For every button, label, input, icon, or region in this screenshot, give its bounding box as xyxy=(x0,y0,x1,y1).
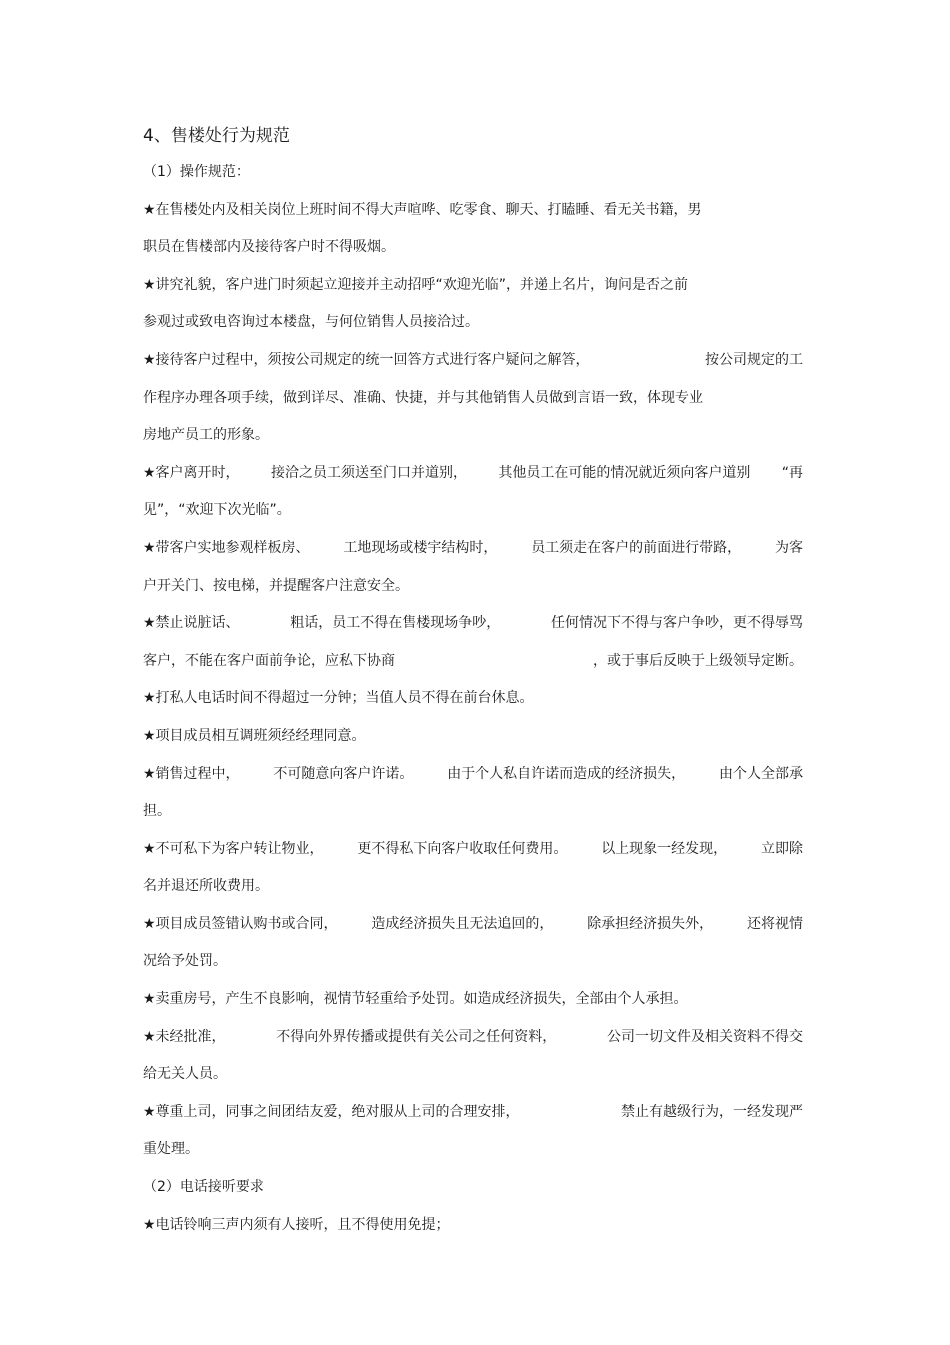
rule-line xyxy=(143,192,808,230)
rule-line xyxy=(143,981,808,1019)
rule-text: ★电话铃响三声内须有人接听，且不得使用免提； xyxy=(143,1216,450,1233)
rule-text: 立即除 xyxy=(761,840,803,857)
rule-text: “再 xyxy=(781,464,803,481)
rule-line xyxy=(143,492,808,530)
rule-line xyxy=(143,605,803,643)
rule-line xyxy=(143,342,803,380)
rule-item xyxy=(143,1207,808,1245)
rule-text: 以上现象一经发现， xyxy=(601,840,728,857)
rule-line xyxy=(143,643,803,681)
rule-text: ★带客户实地参观样板房、 xyxy=(143,539,310,556)
rule-text: 其他员工在可能的情况就近须向客户道别 xyxy=(498,464,751,481)
rule-text: ★销售过程中， xyxy=(143,765,240,782)
rule-line xyxy=(143,943,808,981)
rule-line xyxy=(143,1019,803,1057)
rule-text: 粗话，员工不得在售楼现场争吵， xyxy=(290,615,501,632)
rule-text: ★不可私下为客户转让物业， xyxy=(143,840,324,857)
rule-item xyxy=(143,680,808,718)
rule-text: ★打私人电话时间不得超过一分钟；当值人员不得在前台休息。 xyxy=(143,690,534,707)
rule-text: 接洽之员工须送至门口并道别， xyxy=(270,464,467,481)
rule-text: 房地产员工的形象。 xyxy=(143,427,269,444)
rule-text: ★在售楼处内及相关岗位上班时间不得大声喧哗、吃零食、聊天、打瞌睡、看无关书籍，男 xyxy=(143,201,702,218)
rule-line xyxy=(143,831,803,869)
phone-rules-list xyxy=(143,1207,808,1245)
rule-line xyxy=(143,680,808,718)
rule-line xyxy=(143,1094,803,1132)
rule-text: 更不得私下向客户收取任何费用。 xyxy=(357,840,568,857)
rule-line xyxy=(143,718,808,756)
rule-line xyxy=(143,906,803,944)
rule-text: ★项目成员相互调班须经经理同意。 xyxy=(143,727,366,744)
subsection-title-phone-rules: （2）电话接听要求 xyxy=(143,1179,264,1196)
rule-text: ★接待客户过程中，须按公司规定的统一回答方式进行客户疑问之解答， xyxy=(143,351,590,368)
rule-item xyxy=(143,192,808,267)
rule-text: 员工须走在客户的前面进行带路， xyxy=(531,539,742,556)
section-heading: 4、售楼处行为规范 xyxy=(143,126,290,146)
rule-text: 重处理。 xyxy=(143,1141,199,1158)
document-content xyxy=(143,118,808,1244)
rule-text: 给无关人员。 xyxy=(143,1066,227,1083)
rule-text: 户开关门、按电梯，并提醒客户注意安全。 xyxy=(143,577,409,594)
subsection-title-operation-rules: （1）操作规范： xyxy=(143,164,250,180)
rule-item xyxy=(143,981,808,1019)
rule-text: 不得向外界传播或提供有关公司之任何资料， xyxy=(276,1028,557,1045)
rule-line xyxy=(143,417,808,455)
rule-line xyxy=(143,229,808,267)
rule-text: 职员在售楼部内及接待客户时不得吸烟。 xyxy=(143,239,395,256)
rule-text: 参观过或致电咨询过本楼盘，与何位销售人员接洽过。 xyxy=(143,314,479,331)
rule-item xyxy=(143,342,808,455)
rule-text: 禁止有越级行为，一经发现严 xyxy=(621,1103,803,1120)
rule-line xyxy=(143,1207,808,1245)
rule-text: ★禁止说脏话、 xyxy=(143,615,240,632)
rule-text: 除承担经济损失外， xyxy=(587,915,714,932)
rule-line xyxy=(143,530,803,568)
rule-item xyxy=(143,1019,808,1094)
rule-text: 客户，不能在客户面前争论，应私下协商 xyxy=(143,652,395,669)
rule-item xyxy=(143,831,808,906)
rule-line xyxy=(143,568,808,606)
rule-item xyxy=(143,267,808,342)
rule-line xyxy=(143,267,808,305)
rule-text: 担。 xyxy=(143,803,171,820)
rule-text: 况给予处罚。 xyxy=(143,953,227,970)
rule-line xyxy=(143,380,808,418)
rule-line xyxy=(143,793,808,831)
rule-item xyxy=(143,455,808,530)
rule-line xyxy=(143,868,808,906)
rule-text: 任何情况下不得与客户争吵，更不得辱骂 xyxy=(551,615,803,632)
rule-text: ★未经批准， xyxy=(143,1028,226,1045)
rule-item xyxy=(143,530,808,605)
rule-text: ★客户离开时， xyxy=(143,464,240,481)
rule-text: ★项目成员签错认购书或合同， xyxy=(143,915,338,932)
rule-item xyxy=(143,605,808,680)
rule-text: 还将视情 xyxy=(747,915,803,932)
rule-text: 为客 xyxy=(775,539,803,556)
rule-item xyxy=(143,718,808,756)
rule-line xyxy=(143,756,803,794)
rule-text: 名并退还所收费用。 xyxy=(143,878,269,895)
rule-item xyxy=(143,1094,808,1169)
rule-text: 由于个人私自许诺而造成的经济损失， xyxy=(447,765,686,782)
rule-text: 公司一切文件及相关资料不得交 xyxy=(607,1028,803,1045)
rule-line xyxy=(143,1131,808,1169)
rule-text: 见”，“欢迎下次光临”。 xyxy=(143,502,291,519)
rule-text: ，或于事后反映于上级领导定断。 xyxy=(593,652,803,669)
operation-rules-list xyxy=(143,192,808,1169)
rule-item xyxy=(143,756,808,831)
rule-text: 不可随意向客户许诺。 xyxy=(273,765,414,782)
rule-text: 作程序办理各项手续，做到详尽、准确、快捷，并与其他销售人员做到言语一致，体现专业 xyxy=(143,389,703,406)
rule-line xyxy=(143,1056,808,1094)
rule-item xyxy=(143,906,808,981)
rule-text: 按公司规定的工 xyxy=(705,351,803,368)
rule-text: ★讲究礼貌，客户进门时须起立迎接并主动招呼“欢迎光临”，并递上名片，询问是否之前 xyxy=(143,276,689,293)
rule-text: 造成经济损失且无法追回的， xyxy=(371,915,554,932)
rule-line xyxy=(143,455,803,493)
rule-text: ★尊重上司，同事之间团结友爱，绝对服从上司的合理安排， xyxy=(143,1103,520,1120)
rule-text: 由个人全部承 xyxy=(719,765,803,782)
rule-line xyxy=(143,304,808,342)
rule-text: ★卖重房号，产生不良影响，视情节轻重给予处罚。如造成经济损失，全部由个人承担。 xyxy=(143,991,688,1008)
rule-text: 工地现场或楼宇结构时， xyxy=(343,539,498,556)
